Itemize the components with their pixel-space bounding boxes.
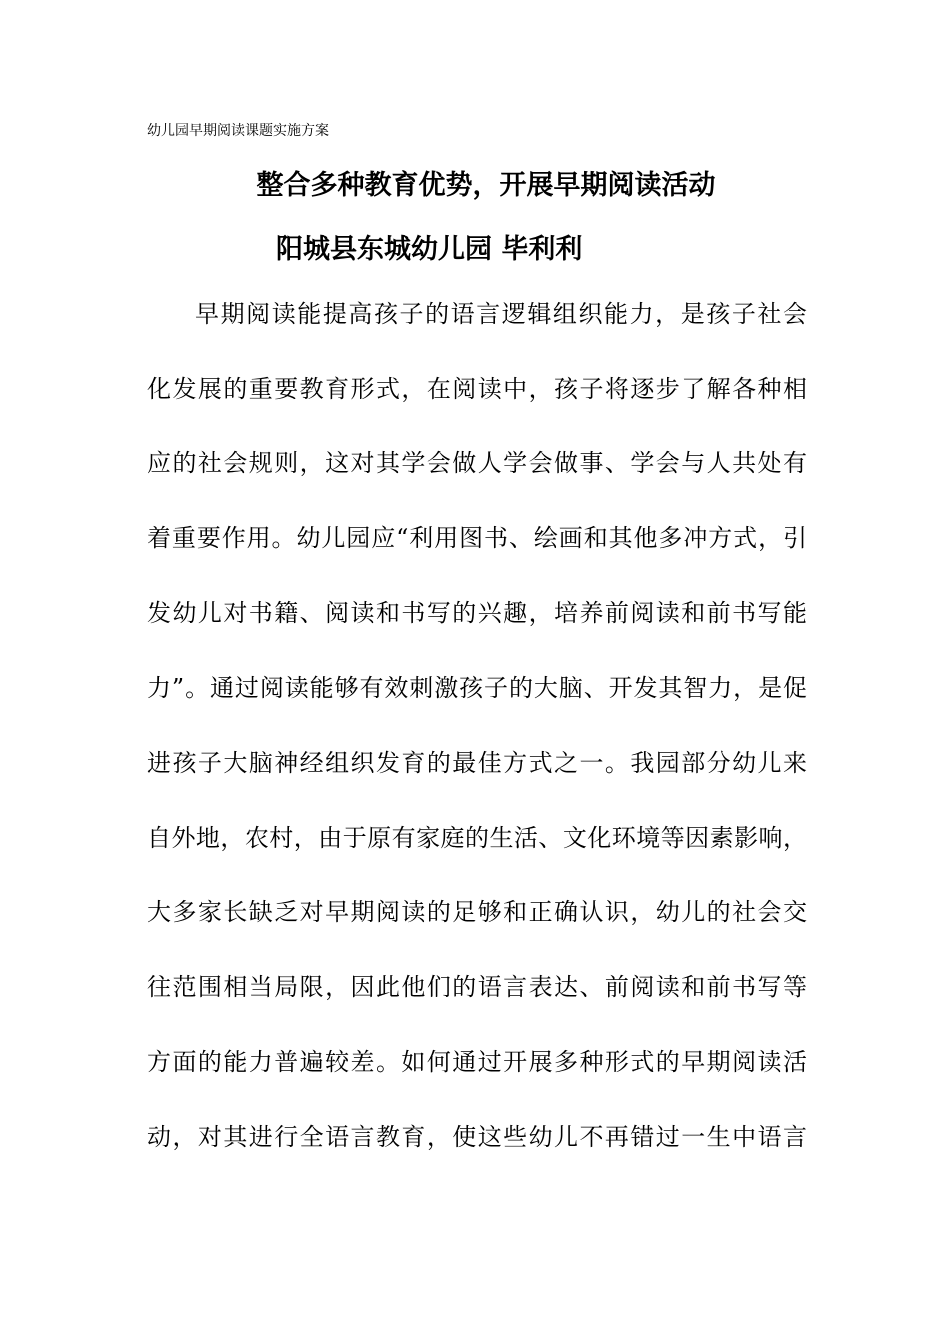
document-title: 整合多种教育优势，开展早期阅读活动 [256, 170, 716, 201]
body-line: 化发展的重要教育形式，在阅读中，孩子将逐步了解各种相 [147, 375, 807, 403]
body-line: 早期阅读能提高孩子的语言逻辑组织能力，是孩子社会 [195, 300, 807, 328]
body-line: 力”。通过阅读能够有效刺激孩子的大脑、开发其智力，是促 [147, 674, 807, 702]
body-line: 应的社会规则，这对其学会做人学会做事、学会与人共处有 [147, 449, 807, 477]
body-line: 发幼儿对书籍、阅读和书写的兴趣，培养前阅读和前书写能 [147, 599, 807, 627]
header-note: 幼儿园早期阅读课题实施方案 [147, 123, 329, 139]
body-line: 动，对其进行全语言教育，使这些幼儿不再错过一生中语言 [147, 1123, 807, 1151]
body-line: 自外地，农村，由于原有家庭的生活、文化环境等因素影响， [147, 824, 807, 852]
body-line: 着重要作用。幼儿园应“利用图书、绘画和其他多冲方式，引 [147, 524, 807, 552]
body-line: 大多家长缺乏对早期阅读的足够和正确认识，幼儿的社会交 [147, 898, 807, 926]
body-line: 进孩子大脑神经组织发育的最佳方式之一。我园部分幼儿来 [147, 749, 807, 777]
body-line: 方面的能力普遍较差。如何通过开展多种形式的早期阅读活 [147, 1048, 807, 1076]
body-line: 往范围相当局限，因此他们的语言表达、前阅读和前书写等 [147, 973, 807, 1001]
author-line: 阳城县东城幼儿园 毕利利 [276, 234, 583, 265]
